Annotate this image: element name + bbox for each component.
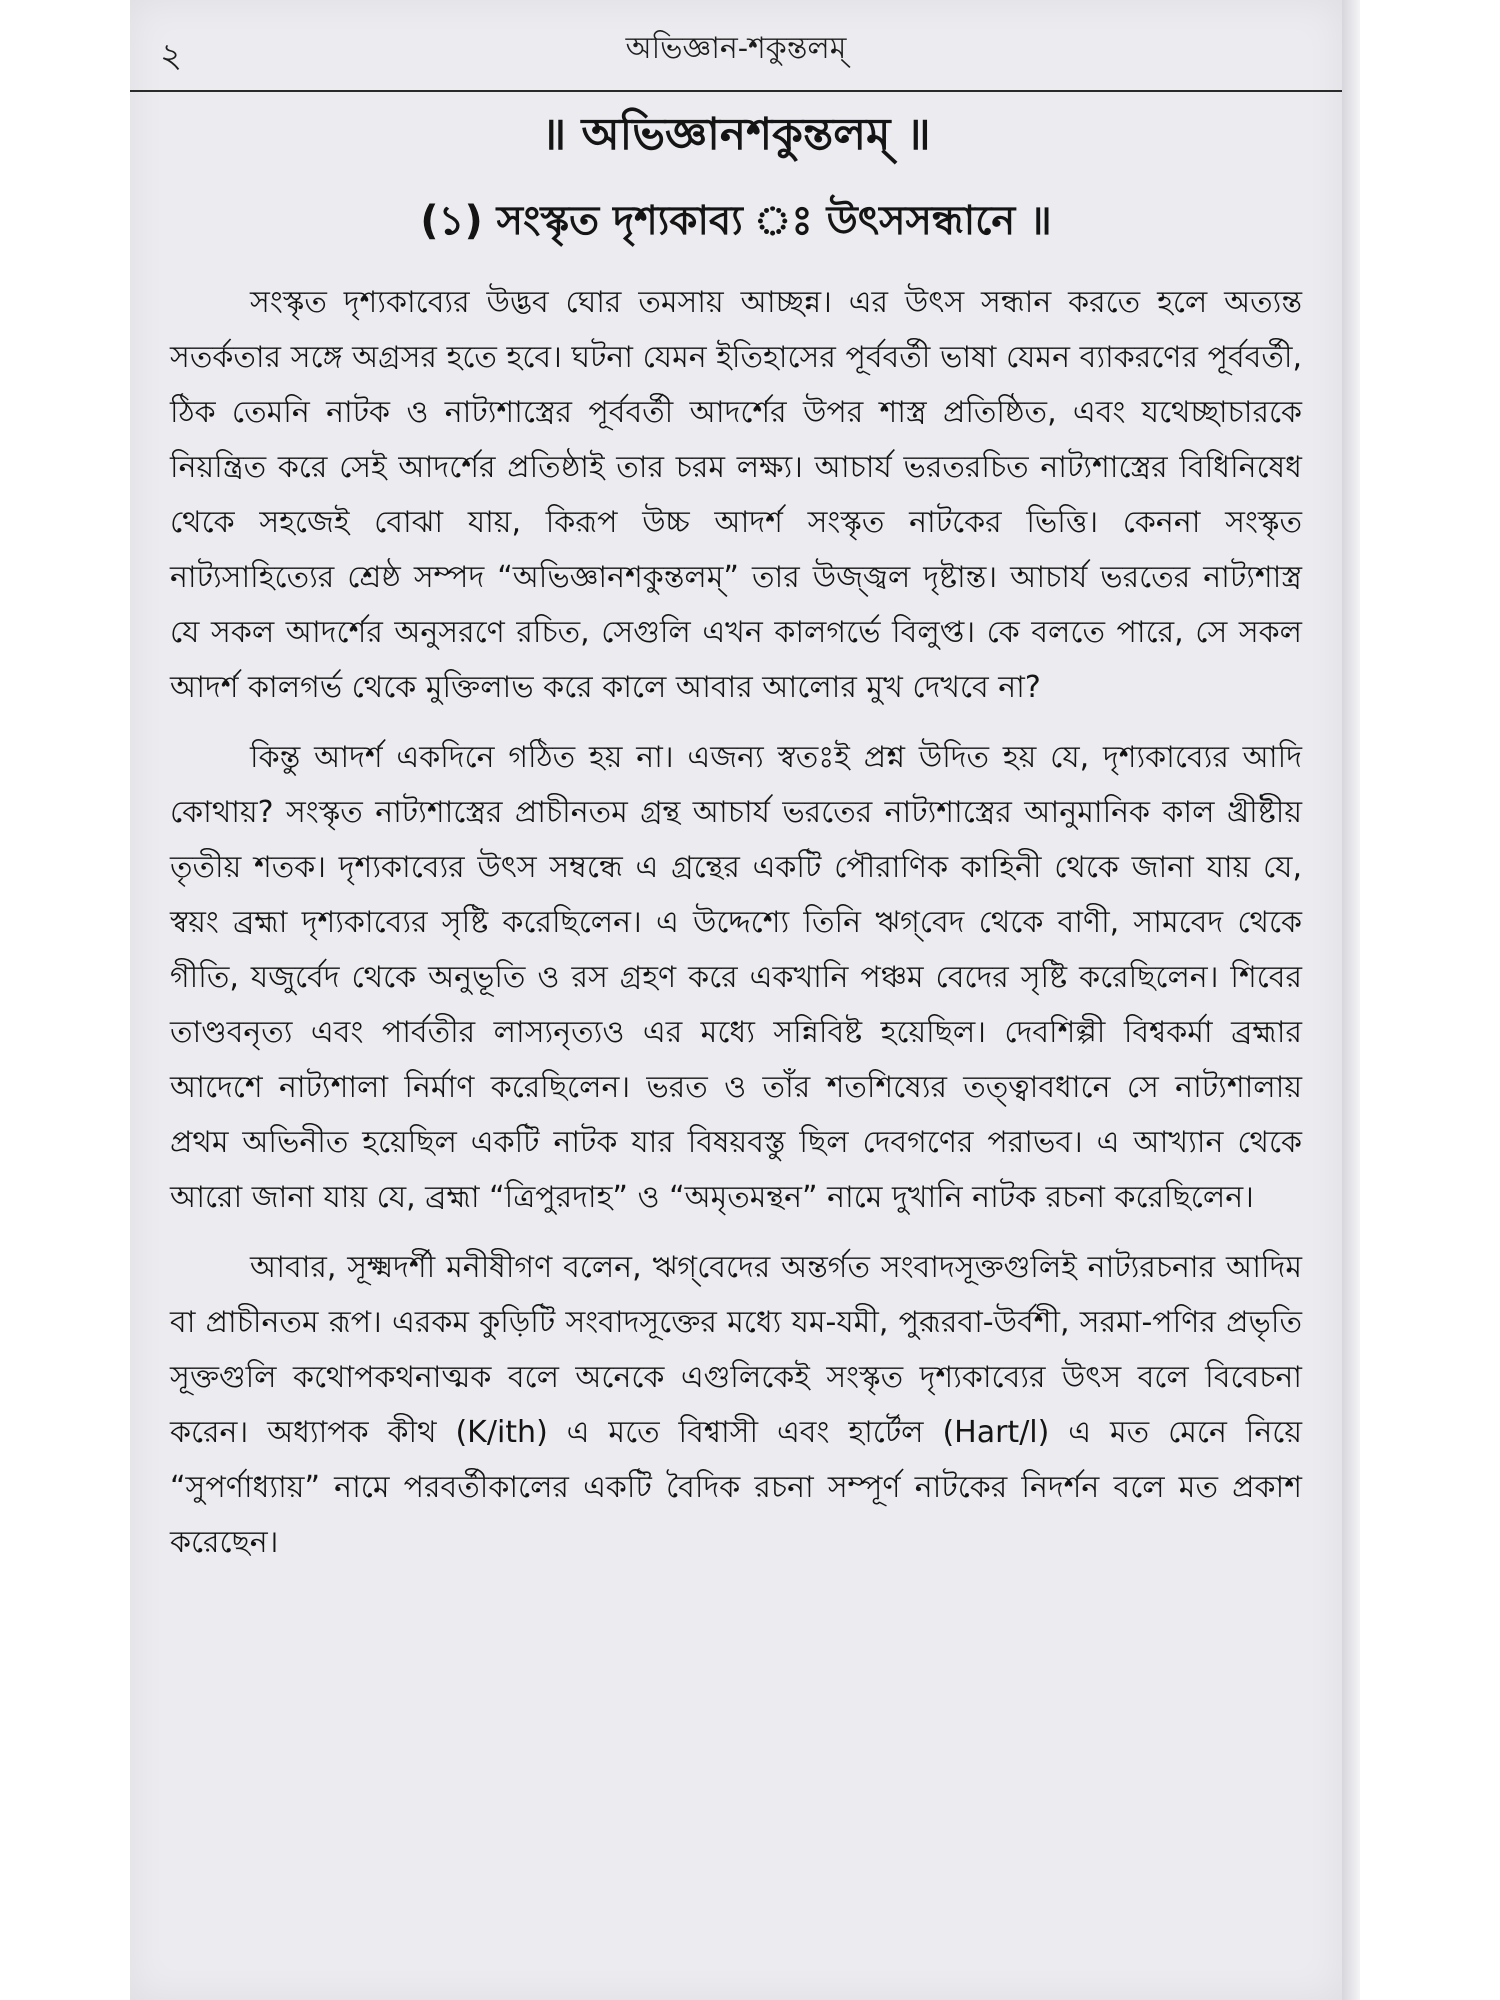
book-spine-shadow (1342, 0, 1360, 2000)
paragraph: আবার, সূক্ষ্মদর্শী মনীষীগণ বলেন, ঋগ্‌বেদের অন্তর্গত সংবাদসূক্তগুলিই নাট্যরচনার আদিম বা প্রাচীনতম রূপ। এরকম কুড়িটি সংবাদসূক্তের মধ্যে যম-যমী, পুরূরবা-উর্বশী, সরমা-পণির প্রভৃতি সূক্তগুলি কথোপকথনাত্মক বলে অনেকে এগুলিকেই সংস্কৃত দৃশ্যকাব্যের উৎস বলে বিবেচনা করেন। অধ্যাপক কীথ (K/ith) এ মতে বিশ্বাসী এবং হার্টেল (Hart/l) এ মত মেনে নিয়ে “সুপর্ণাধ্যায়” নামে পরবর্তীকালের একটি বৈদিক রচনা সম্পূর্ণ নাটকের নিদর্শন বলে মত প্রকাশ করেছেন। (170, 1250, 1302, 1560)
section-title: (১) সংস্কৃত দৃশ্যকাব্য ঃ উৎসসন্ধানে ॥ (420, 198, 1052, 244)
paragraph: কিন্তু আদর্শ একদিনে গঠিত হয় না। এজন্য স্বতঃই প্রশ্ন উদিত হয় যে, দৃশ্যকাব্যের আদি কোথায়? সংস্কৃত নাট্যশাস্ত্রের প্রাচীনতম গ্রন্থ আচার্য ভরতের নাট্যশাস্ত্রের আনুমানিক কাল খ্রীষ্টীয় তৃতীয় শতক। দৃশ্যকাব্যের উৎস সম্বন্ধে এ গ্রন্থের একটি পৌরাণিক কাহিনী থেকে জানা যায় যে, স্বয়ং ব্রহ্মা দৃশ্যকাব্যের সৃষ্টি করেছিলেন। এ উদ্দেশ্যে তিনি ঋগ্‌বেদ থেকে বাণী, সামবেদ থেকে গীতি, যজুর্বেদ থেকে অনুভূতি ও রস গ্রহণ করে একখানি পঞ্চম বেদের সৃষ্টি করেছিলেন। শিবের তাণ্ডবনৃত্য এবং পার্বতীর লাস্যনৃত্যও এর মধ্যে সন্নিবিষ্ট হয়েছিল। দেবশিল্পী বিশ্বকর্মা ব্রহ্মার আদেশে নাট্যশালা নির্মাণ করেছিলেন। ভরত ও তাঁর শতশিষ্যের তত্ত্বাবধানে সে নাট্যশালায় প্রথম অভিনীত হয়েছিল একটি নাটক যার বিষয়বস্তু ছিল দেবগণের পরাভব। এ আখ্যান থেকে আরো জানা যায় যে, ব্রহ্মা “ত্রিপুরদাহ” ও “অমৃতমন্থন” নামে দুখানি নাটক রচনা করেছিলেন। (170, 740, 1302, 1215)
running-title: অভিজ্ঞান-শকুন্তলম্ (625, 31, 847, 66)
running-header (130, 18, 1342, 78)
chapter-title: ॥ অভিজ্ঞানশকুন্তলম্ ॥ (541, 109, 931, 160)
page-content (130, 105, 1342, 1570)
paragraph: সংস্কৃত দৃশ্যকাব্যের উদ্ভব ঘোর তমসায় আচ্ছন্ন। এর উৎস সন্ধান করতে হলে অত্যন্ত সতর্কতার সঙ্গে অগ্রসর হতে হবে। ঘটনা যেমন ইতিহাসের পূর্ববর্তী ভাষা যেমন ব্যাকরণের পূর্ববর্তী, ঠিক তেমনি নাটক ও নাট্যশাস্ত্রের পূর্ববর্তী আদর্শের উপর শাস্ত্র প্রতিষ্ঠিত, এবং যথেচ্ছাচারকে নিয়ন্ত্রিত করে সেই আদর্শের প্রতিষ্ঠাই তার চরম লক্ষ্য। আচার্য ভরতরচিত নাট্যশাস্ত্রের বিধিনিষেধ থেকে সহজেই বোঝা যায়, কিরূপ উচ্চ আদর্শ সংস্কৃত নাটকের ভিত্তি। কেননা সংস্কৃত নাট্যসাহিত্যের শ্রেষ্ঠ সম্পদ “অভিজ্ঞানশকুন্তলম্” তার উজ্জ্বল দৃষ্টান্ত। আচার্য ভরতের নাট্যশাস্ত্র যে সকল আদর্শের অনুসরণে রচিত, সেগুলি এখন কালগর্ভে বিলুপ্ত। কে বলতে পারে, সে সকল আদর্শ কালগর্ভ থেকে মুক্তিলাভ করে কালে আবার আলোর মুখ দেখবে না? (170, 285, 1302, 705)
page-number: ২ (160, 36, 183, 76)
header-rule (130, 90, 1342, 92)
